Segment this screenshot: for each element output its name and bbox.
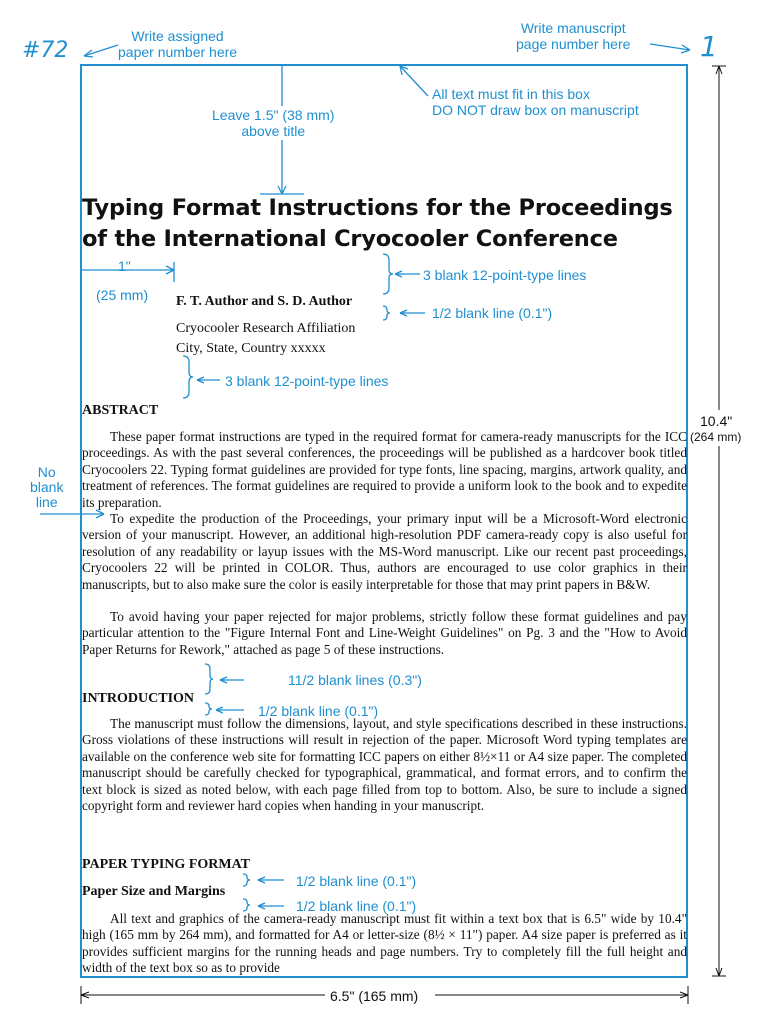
annotation-assigned-paper: Write assigned paper number here bbox=[118, 28, 238, 60]
annotation-fit-box: All text must fit in this box DO NOT draw box on manuscript bbox=[432, 86, 639, 118]
annotation-one-half-lines: 11/2 blank lines (0.3") bbox=[288, 672, 422, 688]
paper-number-handwritten: #72 bbox=[22, 38, 69, 63]
annotation-3-blank-lines-affil: 3 blank 12-point-type lines bbox=[225, 373, 389, 389]
annotation-margin-mm: (25 mm) bbox=[96, 287, 149, 303]
annotation-half-blank-line-authors: 1/2 blank line (0.1") bbox=[432, 305, 553, 321]
introduction-heading: INTRODUCTION bbox=[82, 691, 195, 706]
annotation-height-inches: 10.4" bbox=[700, 413, 733, 429]
page-number-handwritten: 1 bbox=[700, 30, 718, 63]
annotation-height-mm: (264 mm) bbox=[690, 430, 742, 444]
abstract-paragraph-2: To expedite the production of the Proceedings, your primary input will be a Microsoft-Word electronic version of your manuscript. However, an additional high-resolution PDF camera-ready copy is also useful for resolution of any readability or layup issues with the MS-Word manuscript. Like our recent past proceedings, Cryocoolers 22 will be printed in COLOR. Thus, authors are encouraged to use color graphics in their manuscripts, but to also make sure the color is easily interpretable for those that may print papers in B&W. bbox=[82, 511, 687, 592]
annotation-margin-inches: 1" bbox=[118, 258, 131, 274]
annotation-leave-space: Leave 1.5" (38 mm) above title bbox=[212, 107, 335, 139]
annotation-half-line-size: 1/2 blank line (0.1") bbox=[296, 898, 417, 914]
paper-size-paragraph: All text and graphics of the camera-ready manuscript must fit within a text box that is 6.5" wide by 10.4" high (165 mm by 264 mm), and formatted for A4 or letter-size (8½ × 11") paper. A4 size paper is preferred as it provides sufficient margins for the running heads and page numbers. Try to completely fill the full height and width of the text box so as to provide bbox=[82, 911, 687, 976]
authors: F. T. Author and S. D. Author bbox=[176, 294, 353, 309]
paper-title: Typing Format Instructions for the Proceedings of the International Cryocooler Conference bbox=[82, 195, 673, 252]
affiliation: Cryocooler Research Affiliation City, State, Country xxxxx bbox=[176, 321, 356, 356]
annotation-half-line-intro: 1/2 blank line (0.1") bbox=[258, 703, 379, 719]
annotation-half-line-typing: 1/2 blank line (0.1") bbox=[296, 873, 417, 889]
annotation-3-blank-lines-top: 3 blank 12-point-type lines bbox=[423, 267, 587, 283]
abstract-paragraph-1: These paper format instructions are typed in the required format for camera-ready manuscripts for the ICC proceedings. As with the past several conferences, the proceedings will be published as a hardcover book titled Cryocoolers 22. Typing format guidelines are provided for type fonts, line spacing, margins, artwork quality, and treatment of references. The format guidelines are required to provide a uniform look to the book and to expedite its preparation. bbox=[82, 429, 687, 510]
introduction-paragraph: The manuscript must follow the dimensions, layout, and style specifications described in these instructions. Gross violations of these instructions will result in rejection of the paper. Microsoft Word typing templates are available on the conference web site for formatting ICC papers on either 8½×11 or A4 size paper. The completed manuscript should be carefully checked for typographical, grammatical, and format errors, and to confirm the text block is sized as noted below, with each page filled from top to bottom. Also, be sure to include a signed copyright form and reviewer hard copies when handing in your manuscript. bbox=[82, 716, 687, 814]
annotation-manuscript-page: Write manuscript page number here bbox=[516, 20, 631, 52]
annotation-no-blank-line: No blank line bbox=[30, 464, 64, 510]
annotation-width: 6.5" (165 mm) bbox=[330, 988, 419, 1004]
paper-size-subheading: Paper Size and Margins bbox=[82, 884, 226, 899]
abstract-paragraph-3: To avoid having your paper rejected for major problems, strictly follow these format guidelines and pay particular attention to the "Figure Internal Font and Line-Weight Guidelines" on Pg. 3 and the "How to Avoid Paper Returns for Rework," attached as page 5 of these instructions. bbox=[82, 609, 687, 657]
paper-typing-heading: PAPER TYPING FORMAT bbox=[82, 857, 250, 872]
abstract-heading: ABSTRACT bbox=[82, 403, 159, 418]
